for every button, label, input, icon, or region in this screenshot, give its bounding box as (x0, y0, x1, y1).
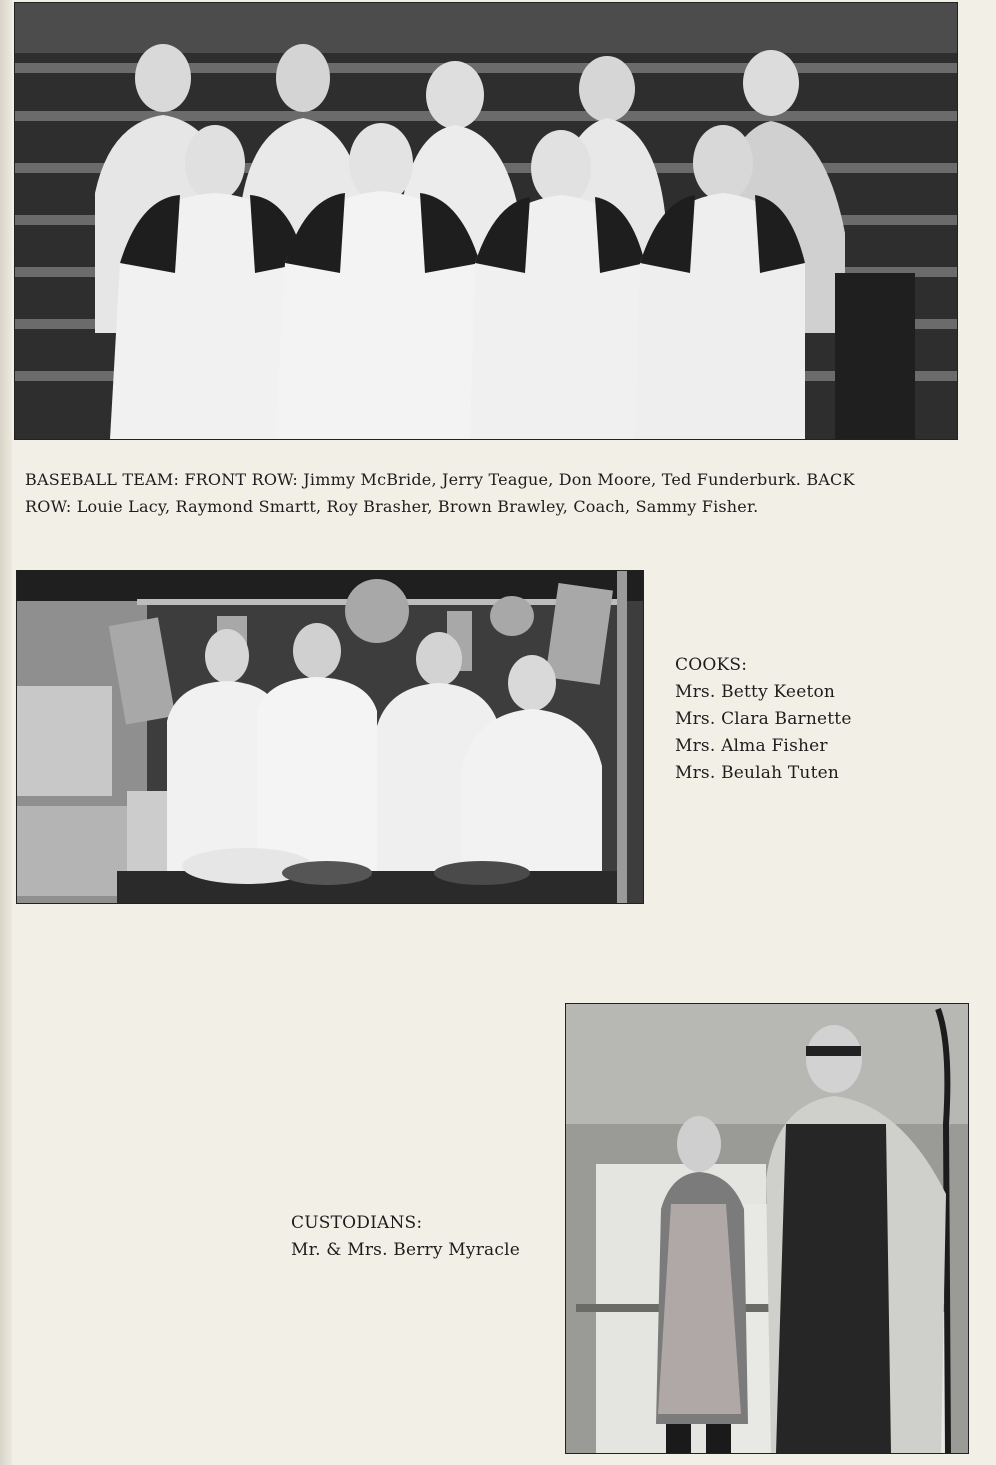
cook-name: Mrs. Clara Barnette (675, 709, 852, 729)
custodians-photo (565, 1003, 969, 1454)
cooks-photo (16, 570, 644, 904)
cook-name: Mrs. Beulah Tuten (675, 763, 840, 783)
baseball-team-caption (25, 466, 955, 520)
custodians-photo-art (566, 1004, 968, 1453)
baseball-team-photo-art (15, 3, 957, 439)
cooks-caption (675, 652, 915, 787)
cooks-heading: COOKS: (675, 655, 748, 675)
baseball-caption-line-2: ROW: Louie Lacy, Raymond Smartt, Roy Brasher, Brown Brawley, Coach, Sammy Fisher. (25, 497, 759, 516)
custodians-names: Mr. & Mrs. Berry Myracle (291, 1240, 520, 1260)
baseball-team-photo (14, 2, 958, 440)
baseball-caption-line-1: BASEBALL TEAM: FRONT ROW: Jimmy McBride, Jerry Teague, Don Moore, Ted Funderburk. BACK (25, 470, 855, 489)
cook-name: Mrs. Alma Fisher (675, 736, 828, 756)
custodians-heading: CUSTODIANS: (291, 1213, 423, 1233)
cooks-photo-art (17, 571, 643, 903)
cook-name: Mrs. Betty Keeton (675, 682, 836, 702)
custodians-caption (291, 1210, 551, 1264)
page-edge (0, 0, 12, 1465)
